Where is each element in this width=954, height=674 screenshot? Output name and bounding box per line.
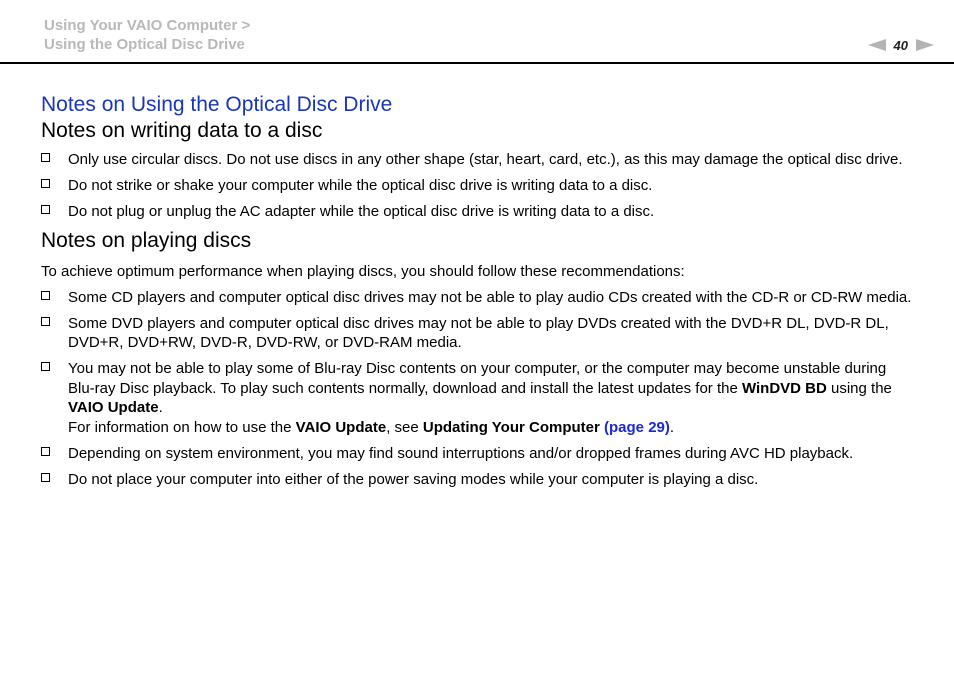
- list-item: Some DVD players and computer optical disc drives may not be able to play DVDs created with the DVD+R DL, DVD-R DL, DVD+R, DVD+RW, DVD-R, DVD-RW, or DVD-RAM media.: [41, 314, 916, 353]
- list-item: Do not strike or shake your computer while the optical disc drive is writing data to a disc.: [41, 176, 916, 196]
- checkbox-bullet-icon: [41, 205, 50, 214]
- next-page-arrow-icon[interactable]: [916, 39, 934, 51]
- checkbox-bullet-icon: [41, 317, 50, 326]
- list-item: Depending on system environment, you may find sound interruptions and/or dropped frames during AVC HD playback.: [41, 444, 916, 464]
- checkbox-bullet-icon: [41, 362, 50, 371]
- list-item: Some CD players and computer optical disc drives may not be able to play audio CDs created with the CD-R or CD-RW media.: [41, 288, 916, 308]
- playing-notes-list: [41, 288, 916, 490]
- breadcrumb: [44, 16, 250, 54]
- checkbox-bullet-icon: [41, 153, 50, 162]
- list-item: Do not place your computer into either of the power saving modes while your computer is playing a disc.: [41, 470, 916, 490]
- list-item: Only use circular discs. Do not use discs in any other shape (star, heart, card, etc.), as this may damage the optical disc drive.: [41, 150, 916, 170]
- checkbox-bullet-icon: [41, 179, 50, 188]
- playing-notes-intro: To achieve optimum performance when playing discs, you should follow these recommendations:: [41, 263, 685, 280]
- checkbox-bullet-icon: [41, 447, 50, 456]
- list-item: You may not be able to play some of Blu-ray Disc contents on your computer, or the computer may become unstable during Blu-ray Disc playback. To play such contents normally, download and install the latest updates for the WinDVD BD using the VAIO Update. For information on how to use the VAIO Update, see Updating Your Computer (page 29).: [41, 359, 916, 437]
- page-number: 40: [893, 37, 908, 53]
- playing-notes-heading: Notes on playing discs: [41, 229, 252, 252]
- section-title: Notes on Using the Optical Disc Drive: [41, 93, 393, 116]
- page-29-link[interactable]: (page 29): [604, 418, 670, 436]
- breadcrumb-line-1: Using Your VAIO Computer >: [44, 17, 251, 34]
- page-navigation: [868, 36, 934, 54]
- previous-page-arrow-icon[interactable]: [868, 39, 886, 51]
- header-divider: [0, 62, 954, 64]
- checkbox-bullet-icon: [41, 473, 50, 482]
- page-content: [41, 92, 916, 496]
- checkbox-bullet-icon: [41, 291, 50, 300]
- list-item: Do not plug or unplug the AC adapter while the optical disc drive is writing data to a disc.: [41, 202, 916, 222]
- writing-notes-list: [41, 150, 916, 222]
- breadcrumb-line-2: Using the Optical Disc Drive: [44, 36, 245, 53]
- writing-notes-heading: Notes on writing data to a disc: [41, 119, 323, 142]
